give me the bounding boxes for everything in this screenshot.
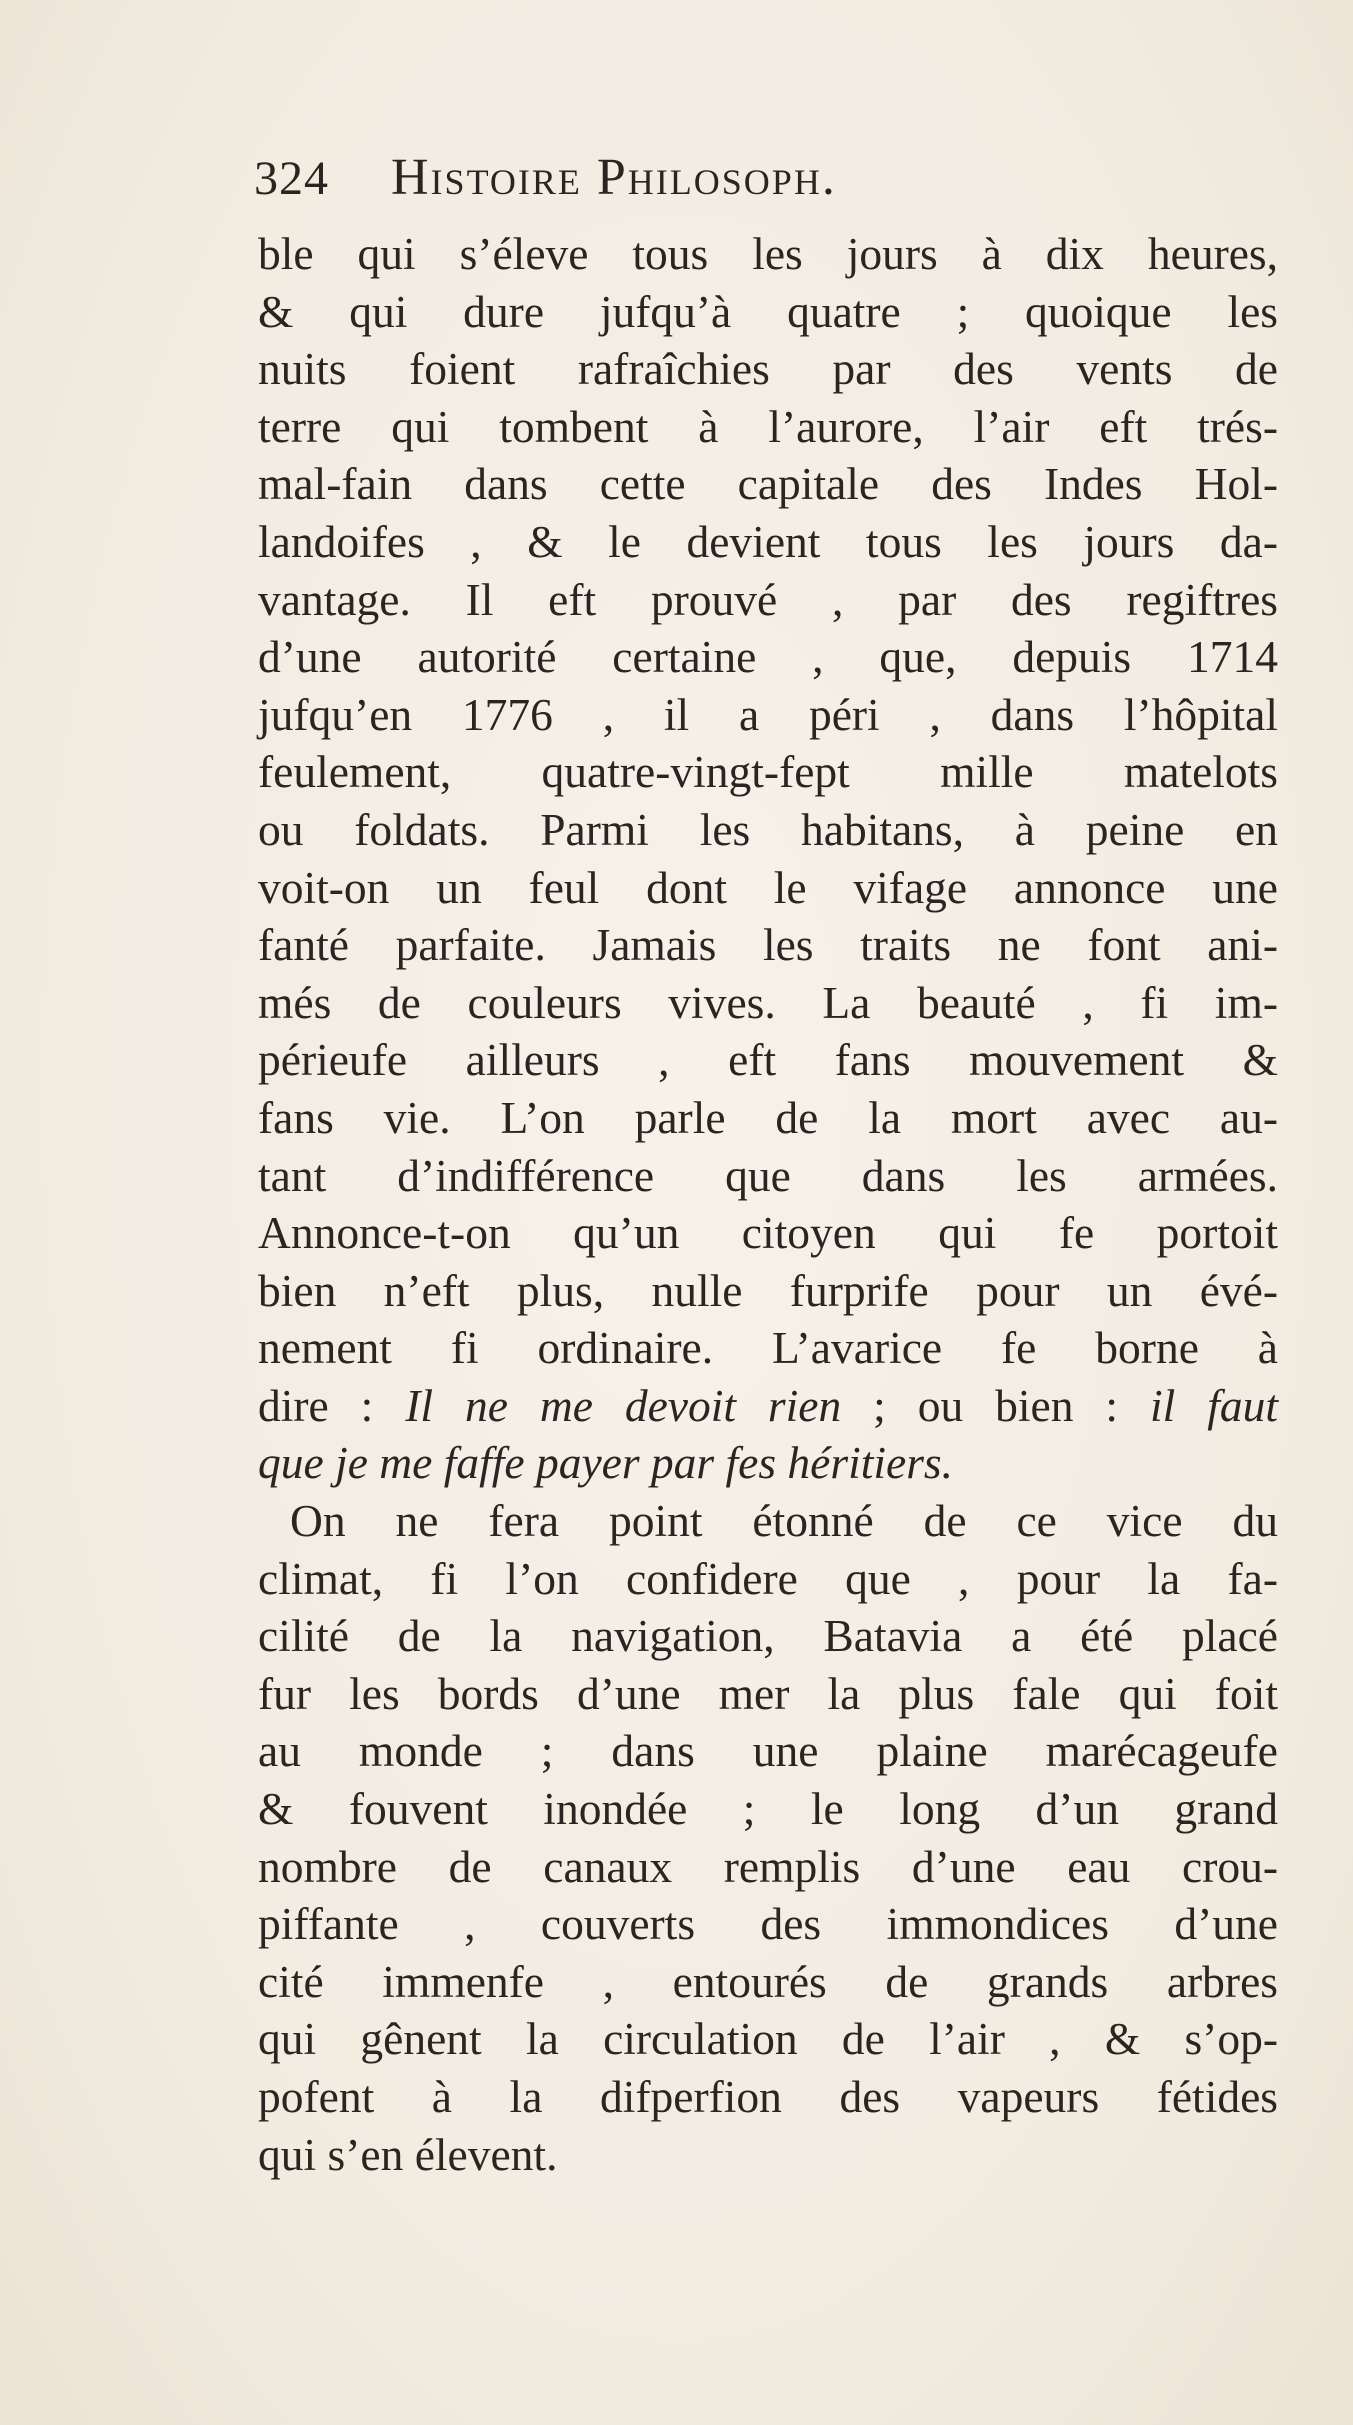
text-line: jufqu’en 1776 , il a péri , dans l’hôpital — [258, 688, 1278, 740]
text-line: climat, fi l’on confidere que , pour la fa- — [258, 1552, 1278, 1604]
text-line: tant d’indifférence que dans les armées. — [258, 1149, 1278, 1201]
text-line: nement fi ordinaire. L’avarice fe borne à — [258, 1322, 1278, 1374]
text-line: bien n’eft plus, nulle furprife pour un évé- — [258, 1264, 1278, 1316]
text-line: qui s’en élevent. — [258, 2128, 558, 2180]
text-line: voit-on un feul dont le vifage annonce une — [258, 861, 1278, 913]
text-line: nuits foient rafraîchies par des vents de — [258, 343, 1278, 395]
text-line: On ne fera point étonné de ce vice du — [290, 1495, 1278, 1547]
text-line: d’une autorité certaine , que, depuis 1714 — [258, 631, 1278, 683]
text-line: nombre de canaux remplis d’une eau crou- — [258, 1840, 1278, 1892]
text-line: pofent à la difperfion des vapeurs fétides — [258, 2071, 1278, 2122]
text-line: piffante , couverts des immondices d’une — [258, 1898, 1278, 1950]
text-line: ou foldats. Parmi les habitans, à peine en — [258, 803, 1278, 855]
text-line: cité immenfe , entourés de grands arbres — [258, 1955, 1278, 2007]
text-line: cilité de la navigation, Batavia a été placé — [258, 1610, 1278, 1662]
text-line: & fouvent inondée ; le long d’un grand — [258, 1783, 1278, 1835]
quote-prefix: dire : — [258, 1379, 406, 1431]
body-text — [258, 225, 1278, 2183]
text-line: terre qui tombent à l’aurore, l’air eft trés- — [258, 400, 1278, 452]
quote-line-end: que je me faffe payer par fes héritiers. — [258, 1437, 953, 1489]
text-line: més de couleurs vives. La beauté , fi im- — [258, 976, 1278, 1028]
page-number: 324 — [254, 152, 329, 205]
text-line: fur les bords d’une mer la plus fale qui foit — [258, 1667, 1278, 1719]
text-line: fanté parfaite. Jamais les traits ne font ani- — [258, 919, 1278, 971]
text-line: landoifes , & le devient tous les jours da- — [258, 515, 1278, 567]
quote-italic-2: il faut — [1150, 1379, 1278, 1431]
text-line: mal-fain dans cette capitale des Indes Hol- — [258, 458, 1278, 510]
text-line: & qui dure jufqu’à quatre ; quoique les — [258, 285, 1278, 337]
running-title: Histoire Philosoph. — [391, 149, 837, 206]
quote-mid: ; ou bien : — [841, 1379, 1150, 1431]
text-line: au monde ; dans une plaine marécageufe — [258, 1725, 1278, 1777]
text-line: vantage. Il eft prouvé , par des regiftres — [258, 573, 1278, 625]
text-line: ble qui s’éleve tous les jours à dix heures, — [258, 228, 1278, 279]
text-line: feulement, quatre-vingt-fept mille matelots — [258, 746, 1278, 798]
text-line: qui gênent la circulation de l’air , & s’op- — [258, 2013, 1278, 2065]
quote-line — [258, 1377, 1278, 1435]
text-line: périeufe ailleurs , eft fans mouvement & — [258, 1034, 1278, 1086]
text-line: fans vie. L’on parle de la mort avec au- — [258, 1091, 1278, 1143]
text-line: Annonce-t-on qu’un citoyen qui fe portoit — [258, 1207, 1278, 1259]
page-header — [254, 148, 837, 218]
quote-italic: Il ne me devoit rien — [405, 1379, 842, 1431]
